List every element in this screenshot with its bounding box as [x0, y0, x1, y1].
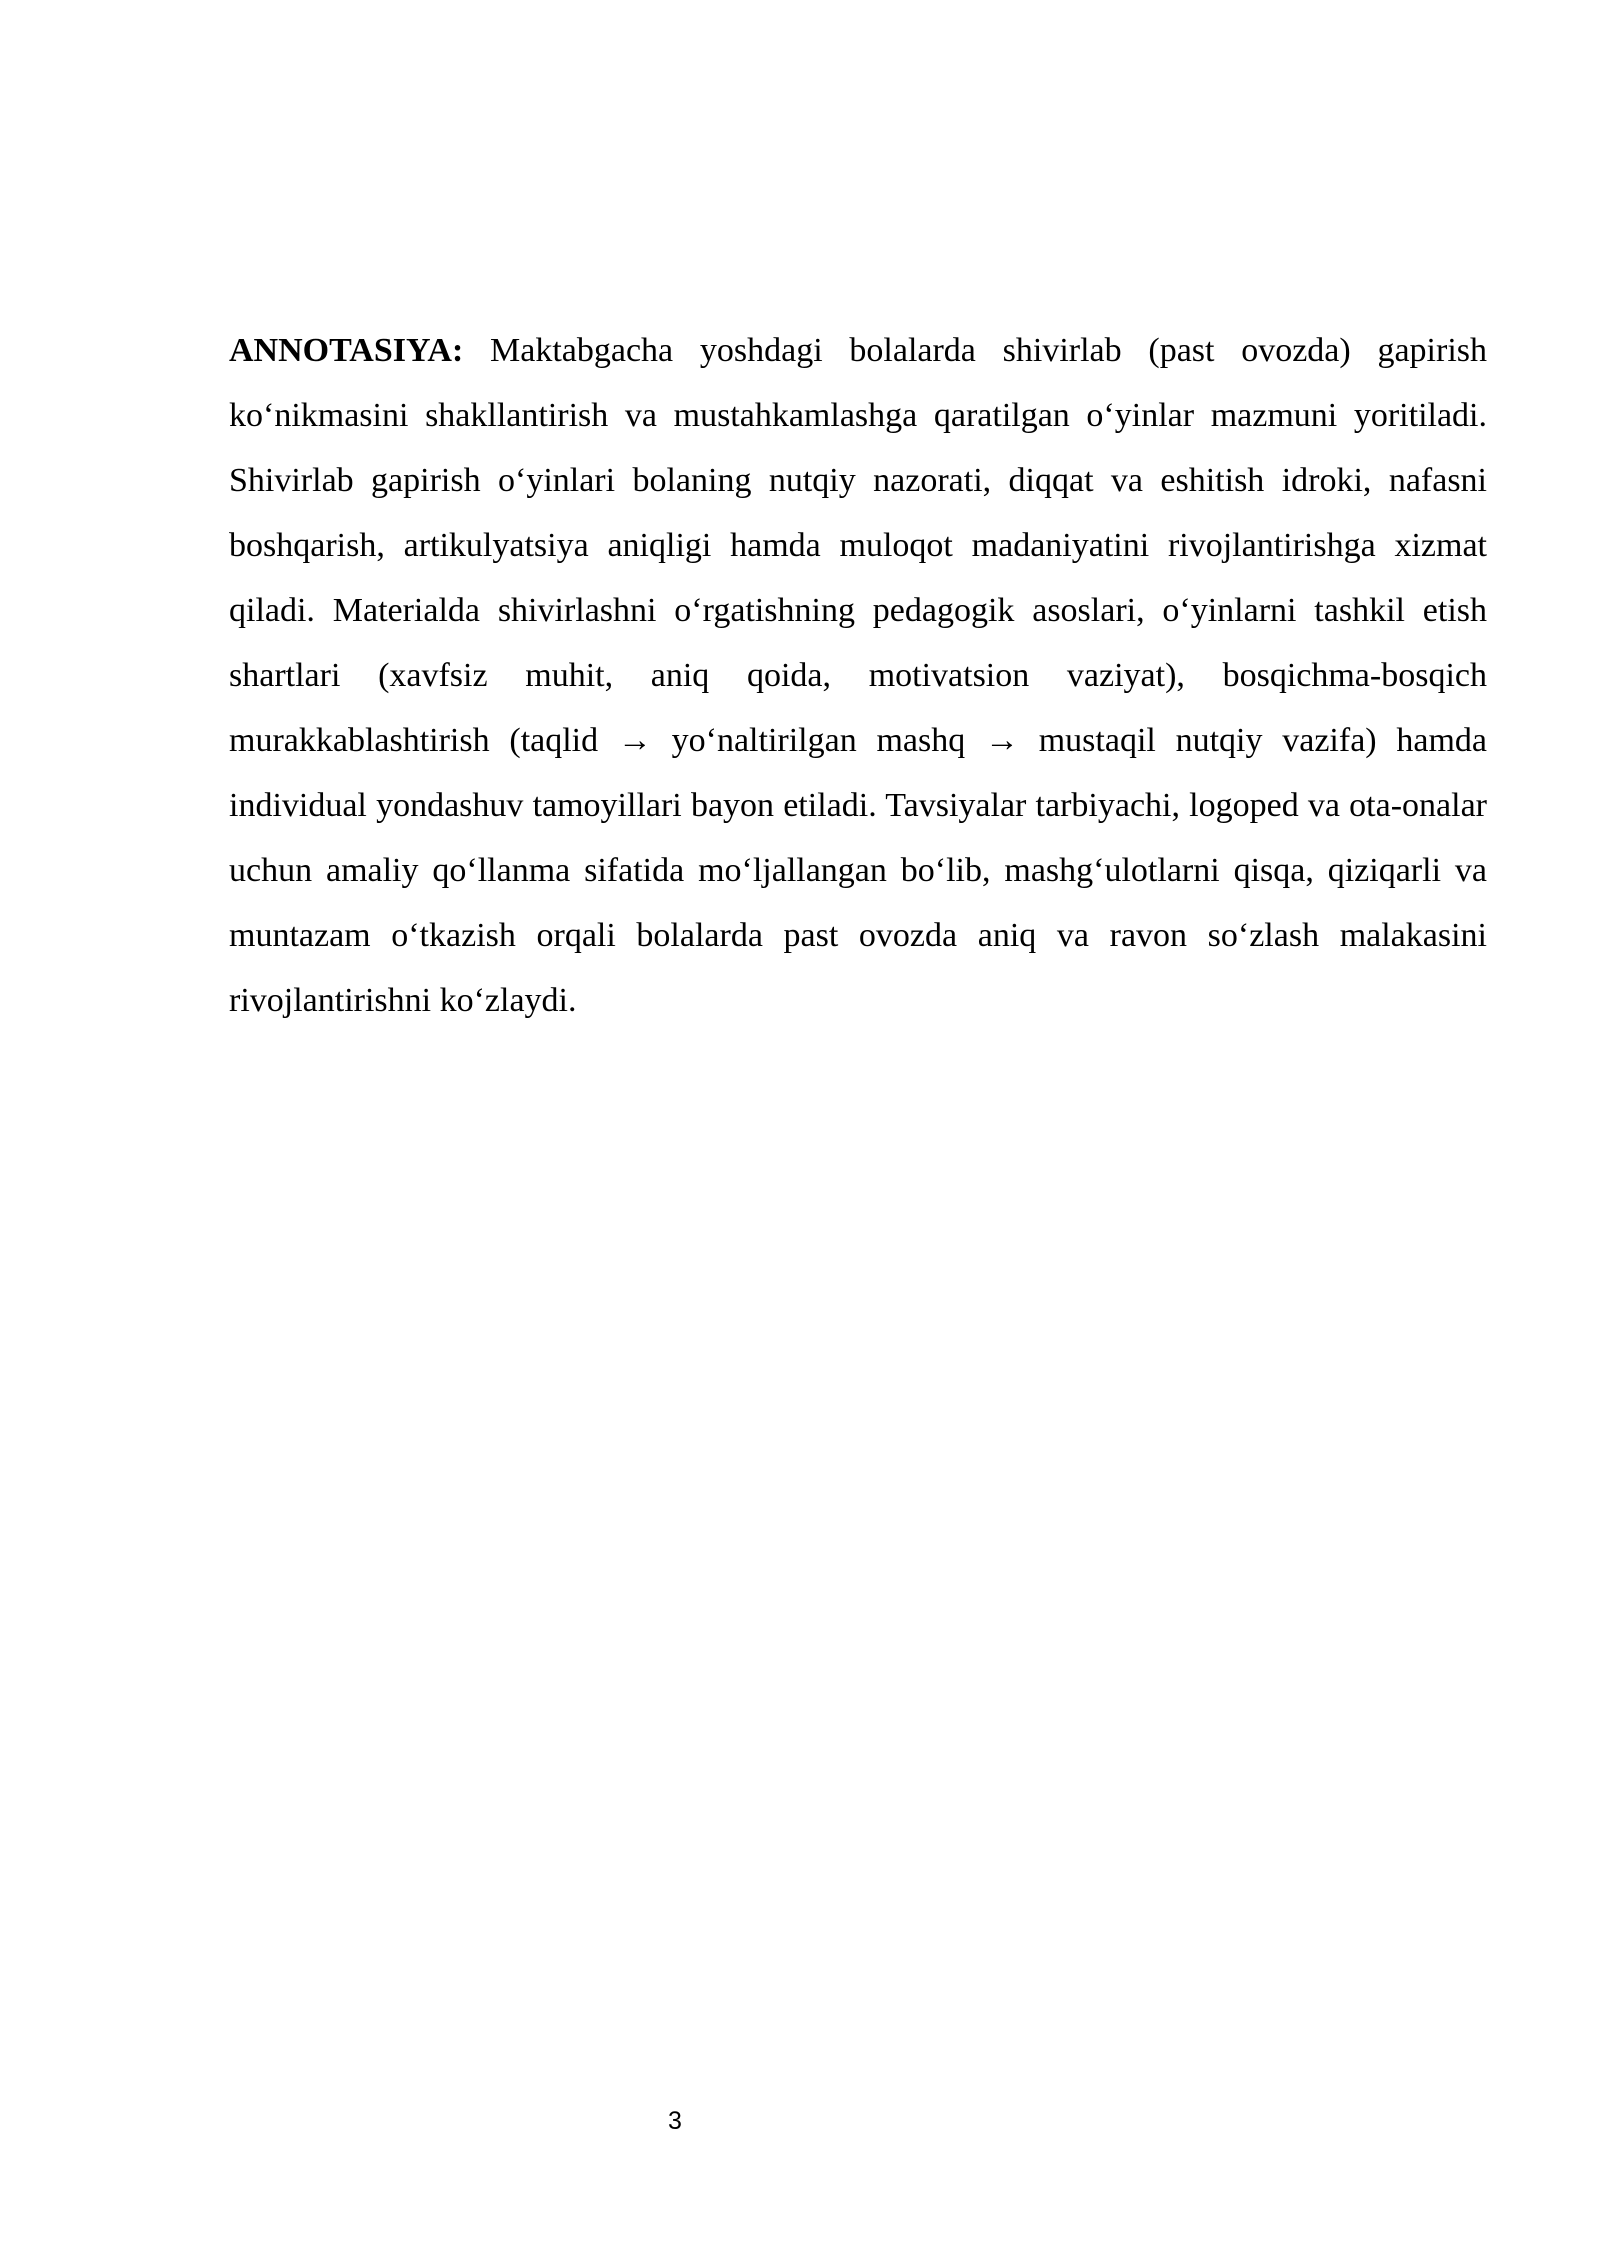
page-number: 3: [668, 2107, 682, 2135]
annotation-text: Maktabgacha yoshdagi bolalarda shivirlab (past ovozda) gapirish ko‘nikmasini shakllantirish va mustahkamlashga qaratilgan o‘yinlar mazmuni yoritiladi. Shivirlab gapirish o‘yinlari bolaning nutqiy nazorati, diqqat va eshitish idroki, nafasni boshqarish, artikulyatsiya aniqligi hamda muloqot madaniyatini rivojlantirishga xizmat qiladi. Materialda shivirlashni o‘rgatishning pedagogik asoslari, o‘yinlarni tashkil etish shartlari (xavfsiz muhit, aniq qoida, motivatsion vaziyat), bosqichma-bosqich murakkablashtirish (taqlid → yo‘naltirilgan mashq → mustaqil nutqiy vazifa) hamda individual yondashuv tamoyillari bayon etiladi. Tavsiyalar tarbiyachi, logoped va ota-onalar uchun amaliy qo‘llanma sifatida mo‘ljallangan bo‘lib, mashg‘ulotlarni qisqa, qiziqarli va muntazam o‘tkazish orqali bolalarda past ovozda aniq va ravon so‘zlash malakasini rivojlantirishni ko‘zlaydi.: [229, 332, 1487, 1019]
annotation-label: ANNOTASIYA:: [229, 332, 464, 369]
annotation-paragraph: [229, 318, 1487, 1033]
